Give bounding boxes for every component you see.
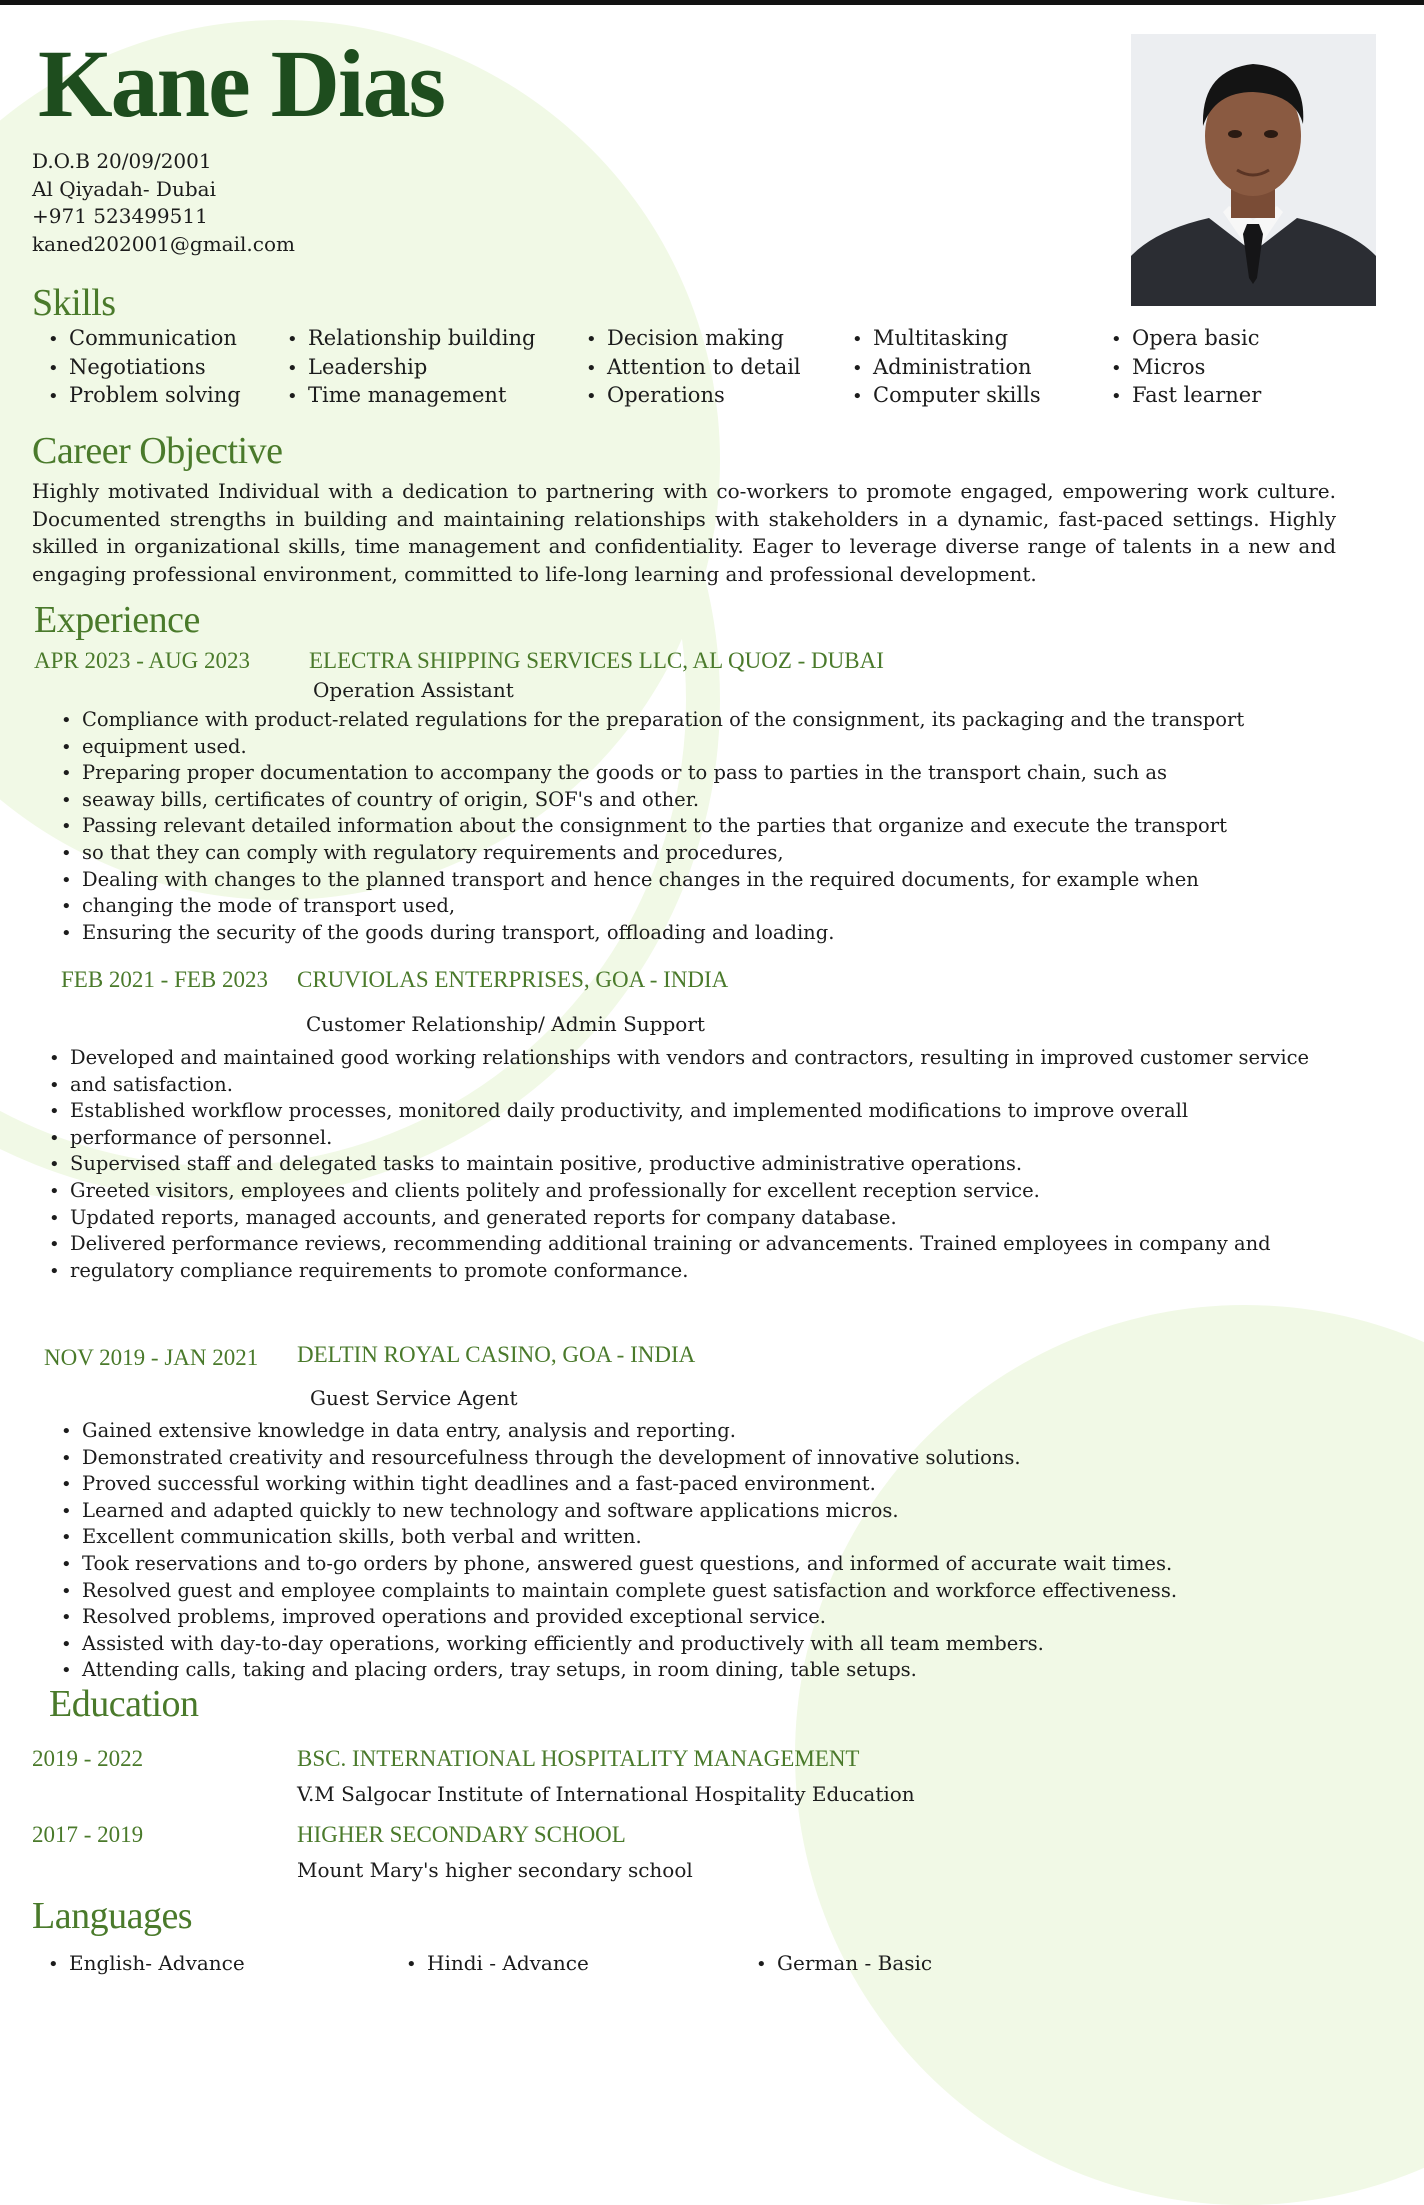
skill-item: • Micros <box>1111 354 1261 383</box>
job-dates: FEB 2021 - FEB 2023 <box>61 967 269 992</box>
duty-item: • Ensuring the security of the goods during transport, offloading and loading. <box>61 920 1244 947</box>
duty-item: • Established workflow processes, monitored daily productivity, and implemented modifications to improve overall <box>49 1098 1384 1125</box>
skills-column-4 <box>852 325 1041 411</box>
skill-item: • Decision making <box>586 325 801 354</box>
job-duties <box>61 1418 1177 1684</box>
experience-heading: Experience <box>34 599 200 641</box>
language-item: • Hindi - Advance <box>406 1951 589 1975</box>
duty-item: • Preparing proper documentation to accompany the goods or to pass to parties in the transport chain, such as <box>61 760 1244 787</box>
education-dates: 2017 - 2019 <box>32 1822 144 1847</box>
job-role: Operation Assistant <box>313 678 514 702</box>
skill-item: • Negotiations <box>48 354 241 383</box>
education-dates: 2019 - 2022 <box>32 1746 144 1771</box>
duty-item: • Developed and maintained good working relationships with vendors and contractors, resulting in improved customer service <box>49 1045 1384 1072</box>
duty-item: • changing the mode of transport used, <box>61 893 1244 920</box>
skill-item: • Operations <box>586 382 801 411</box>
job-dates: APR 2023 - AUG 2023 <box>34 648 250 673</box>
email-address: kaned202001@gmail.com <box>32 231 295 256</box>
skills-column-2 <box>287 325 535 411</box>
duty-item: • seaway bills, certificates of country of origin, SOF's and other. <box>61 787 1244 814</box>
job-role: Guest Service Agent <box>310 1386 518 1410</box>
language-item: • German - Basic <box>756 1951 932 1975</box>
duty-item: • regulatory compliance requirements to promote conformance. <box>49 1258 1384 1285</box>
address: Al Qiyadah- Dubai <box>32 176 216 201</box>
duty-item: • Dealing with changes to the planned transport and hence changes in the required documents, for example when <box>61 867 1244 894</box>
duty-item: • Proved successful working within tight deadlines and a fast-paced environment. <box>61 1471 1177 1498</box>
duty-item: • equipment used. <box>61 734 1244 761</box>
duty-item: • Attending calls, taking and placing orders, tray setups, in room dining, table setups. <box>61 1657 1177 1684</box>
skill-item: • Computer skills <box>852 382 1041 411</box>
skill-item: • Multitasking <box>852 325 1041 354</box>
skill-item: • Leadership <box>287 354 535 383</box>
career-objective-text: Highly motivated Individual with a dedication to partnering with co-workers to promote engaged, empowering work culture. Documented strengths in building and maintaining relationships with stakeholders in a dynamic, fast-paced settings. Highly skilled in organizational skills, time management and confidentiality. Eager to leverage diverse range of talents in a new and engaging professional environment, committed to life-long learning and professional development. <box>32 479 1336 586</box>
profile-photo-icon <box>1131 34 1376 306</box>
duty-item: • Resolved guest and employee complaints to maintain complete guest satisfaction and workforce effectiveness. <box>61 1578 1177 1605</box>
job-duties <box>49 1045 1384 1284</box>
skill-item: • Administration <box>852 354 1041 383</box>
duty-item: • Updated reports, managed accounts, and generated reports for company database. <box>49 1205 1384 1232</box>
skill-item: • Time management <box>287 382 535 411</box>
duty-item: • Assisted with day-to-day operations, working efficiently and productively with all team members. <box>61 1631 1177 1658</box>
duty-item: • Learned and adapted quickly to new technology and software applications micros. <box>61 1498 1177 1525</box>
education-heading: Education <box>49 1683 199 1725</box>
skill-item: • Attention to detail <box>586 354 801 383</box>
job-company: CRUVIOLAS ENTERPRISES, GOA - INDIA <box>297 967 729 992</box>
skill-item: • Problem solving <box>48 382 241 411</box>
duty-item: • Passing relevant detailed information about the consignment to the parties that organize and execute the transport <box>61 813 1244 840</box>
job-company: ELECTRA SHIPPING SERVICES LLC, AL QUOZ - DUBAI <box>309 648 884 673</box>
duty-item: • Excellent communication skills, both verbal and written. <box>61 1524 1177 1551</box>
duty-item: • and satisfaction. <box>49 1072 1384 1099</box>
job-duties <box>61 707 1244 946</box>
skills-column-3 <box>586 325 801 411</box>
skill-item: • Fast learner <box>1111 382 1261 411</box>
education-school: V.M Salgocar Institute of International Hospitality Education <box>297 1782 915 1806</box>
language-item: • English- Advance <box>48 1951 245 1975</box>
duty-item: • so that they can comply with regulatory requirements and procedures, <box>61 840 1244 867</box>
contact-info <box>32 148 295 258</box>
top-border <box>0 0 1424 5</box>
skill-item: • Relationship building <box>287 325 535 354</box>
duty-item: • Greeted visitors, employees and clients politely and professionally for excellent reception service. <box>49 1178 1384 1205</box>
skill-item: • Communication <box>48 325 241 354</box>
candidate-name: Kane Dias <box>38 30 445 137</box>
duty-item: • Gained extensive knowledge in data entry, analysis and reporting. <box>61 1418 1177 1445</box>
education-degree: BSC. INTERNATIONAL HOSPITALITY MANAGEMENT <box>297 1746 860 1771</box>
duty-item: • Compliance with product-related regulations for the preparation of the consignment, its packaging and the transport <box>61 707 1244 734</box>
duty-item: • Took reservations and to-go orders by phone, answered guest questions, and informed of accurate wait times. <box>61 1551 1177 1578</box>
duty-item: • performance of personnel. <box>49 1125 1384 1152</box>
languages-heading: Languages <box>32 1895 193 1937</box>
duty-item: • Resolved problems, improved operations and provided exceptional service. <box>61 1604 1177 1631</box>
job-role: Customer Relationship/ Admin Support <box>306 1012 705 1036</box>
date-of-birth: D.O.B 20/09/2001 <box>32 149 212 173</box>
duty-item: • Delivered performance reviews, recommending additional training or advancements. Trained employees in company and <box>49 1231 1384 1258</box>
job-company: DELTIN ROYAL CASINO, GOA - INDIA <box>297 1342 696 1367</box>
duty-item: • Demonstrated creativity and resourcefulness through the development of innovative solutions. <box>61 1445 1177 1472</box>
skill-item: • Opera basic <box>1111 325 1261 354</box>
job-dates: NOV 2019 - JAN 2021 <box>44 1345 259 1370</box>
duty-item: • Supervised staff and delegated tasks to maintain positive, productive administrative operations. <box>49 1151 1384 1178</box>
phone-number: +971 523499511 <box>32 204 208 228</box>
skills-column-1 <box>48 325 241 411</box>
skills-column-5 <box>1111 325 1261 411</box>
skills-heading: Skills <box>32 282 116 324</box>
education-school: Mount Mary's higher secondary school <box>297 1858 693 1882</box>
education-degree: HIGHER SECONDARY SCHOOL <box>297 1822 626 1847</box>
career-objective-heading: Career Objective <box>32 430 283 472</box>
profile-photo <box>1131 34 1376 306</box>
